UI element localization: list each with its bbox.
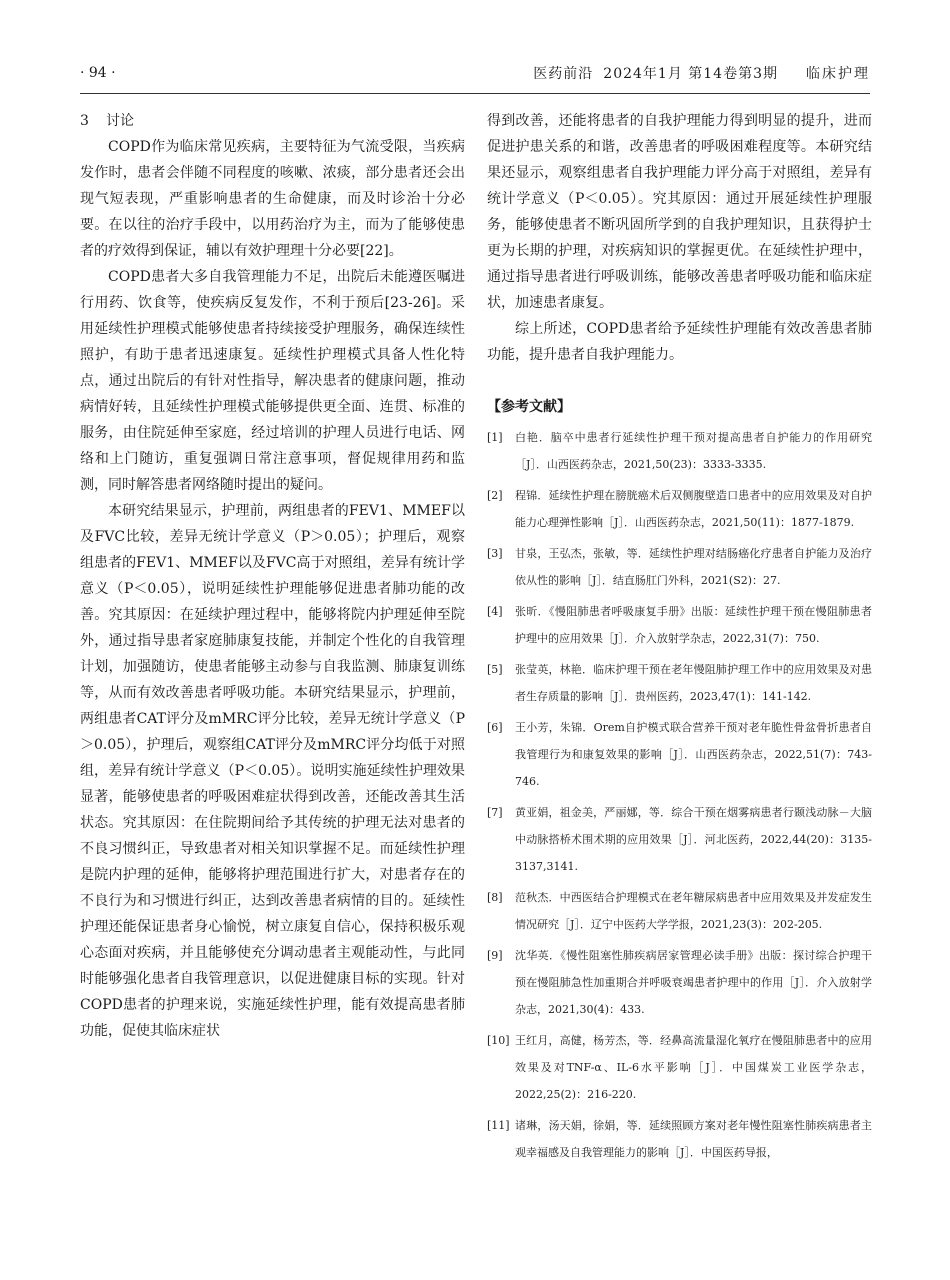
reference-number: [4]: [487, 605, 503, 618]
reference-item: [487, 1112, 872, 1166]
reference-text: 甘泉，王弘杰，张敏，等．延续性护理对结肠癌化疗患者自护能力及治疗依从性的影响［J］．结直肠肛门外科，2021(S2)：27.: [515, 547, 872, 587]
left-column: [80, 108, 465, 1044]
reference-number: [1]: [487, 431, 503, 444]
reference-number: [2]: [487, 489, 503, 502]
paragraph: 综上所述，COPD患者给予延续性护理能有效改善患者肺功能，提升患者自我护理能力。: [487, 321, 872, 363]
right-column: [487, 108, 872, 1166]
reference-item: [487, 942, 872, 1023]
section-title: 讨论: [106, 113, 134, 129]
reference-item: [487, 1027, 872, 1108]
page-header: [80, 62, 870, 84]
reference-number: [7]: [487, 806, 503, 819]
reference-item: [487, 424, 872, 478]
reference-number: [3]: [487, 547, 503, 560]
reference-item: [487, 540, 872, 594]
paragraph: 得到改善，还能将患者的自我护理能力得到明显的提升，进而促进护患关系的和谐，改善患者的呼吸困难程度等。本研究结果还显示，观察组患者自我护理能力评分高于对照组，差异有统计学意义（P＜0.05）。究其原因：通过开展延续性护理服务，能够使患者不断巩固所学到的自我护理知识，且获得护士更为长期的护理，对疾病知识的掌握更优。在延续性护理中，通过指导患者进行呼吸训练，能够改善患者呼吸功能和临床症状，加速患者康复。: [487, 113, 872, 311]
column-name: 临床护理: [806, 66, 870, 82]
reference-item: [487, 714, 872, 795]
section-number: 3: [80, 113, 89, 129]
paragraph: COPD患者大多自我管理能力不足，出院后未能遵医嘱进行用药、饮食等，使疾病反复发作，不利于预后[23-26]。采用延续性护理模式能够使患者持续接受护理服务，确保连续性照护，有助于患者迅速康复。延续性护理模式具备人性化特点，通过出院后的有针对性指导，解决患者的健康问题，推动病情好转，且延续性护理模式能够提供更全面、连贯、标准的服务，由住院延伸至家庭，经过培训的护理人员进行电话、网络和上门随访，重复强调日常注意事项，督促规律用药和监测，同时解答患者网络随时提出的疑问。: [80, 269, 465, 493]
reference-text: 张莹英，林艳．临床护理干预在老年慢阻肺护理工作中的应用效果及对患者生存质量的影响［J］．贵州医药，2023,47(1)：141-142.: [515, 663, 872, 703]
paragraph: 本研究结果显示，护理前，两组患者的FEV1、MMEF以及FVC比较，差异无统计学意义（P＞0.05）；护理后，观察组患者的FEV1、MMEF以及FVC高于对照组，差异有统计学意义（P＜0.05），说明延续性护理能够促进患者肺功能的改善。究其原因：在延续护理过程中，能够将院内护理延伸至院外，通过指导患者家庭肺康复技能，并制定个性化的自我管理计划，加强随访，使患者能够主动参与自我监测、肺康复训练等，从而有效改善患者呼吸功能。本研究结果显示，护理前，两组患者CAT评分及mMRC评分比较，差异无统计学意义（P＞0.05），护理后，观察组CAT评分及mMRC评分均低于对照组，差异有统计学意义（P＜0.05）。说明实施延续性护理效果显著，能够使患者的呼吸困难症状得到改善，还能改善其生活状态。究其原因：在住院期间给予其传统的护理无法对患者的不良习惯纠正，导致患者对相关知识掌握不足。而延续性护理是院内护理的延伸，能够将护理范围进行扩大，对患者存在的不良行为和习惯进行纠正，达到改善患者病情的目的。延续性护理还能保证患者身心愉悦，树立康复自信心，保持积极乐观心态面对疾病，并且能够使充分调动患者主观能动性，与此同时能够强化患者自我管理意识，以促进健康目标的实现。针对COPD患者的护理来说，实施延续性护理，能有效提高患者肺功能，促使其临床症状: [80, 503, 465, 1039]
journal-issue: 2024年1月 第14卷第3期: [603, 66, 778, 82]
reference-text: 程锦．延续性护理在膀胱癌术后双侧腹壁造口患者中的应用效果及对自护能力心理弹性影响［J］．山西医药杂志，2021,50(11)：1877-1879.: [515, 489, 872, 529]
reference-text: 沈华英．《慢性阻塞性肺疾病居家管理必读手册》出版：探讨综合护理干预在慢阻肺急性加重期合并呼吸衰竭患者护理中的作用［J］．介入放射学杂志，2021,30(4)：433.: [515, 949, 872, 1016]
reference-number: [6]: [487, 721, 503, 734]
reference-number: [11]: [487, 1119, 510, 1132]
reference-number: [8]: [487, 891, 503, 904]
page-number: · 94 ·: [80, 65, 116, 81]
reference-item: [487, 598, 872, 652]
reference-text: 白艳．脑卒中患者行延续性护理干预对提高患者自护能力的作用研究［J］．山西医药杂志，2021,50(23)：3333-3335.: [515, 431, 872, 471]
reference-item: [487, 799, 872, 880]
reference-text: 诸琳，汤天娟，徐娟，等．延续照顾方案对老年慢性阻塞性肺疾病患者主观幸福感及自我管理能力的影响［J］．中国医药导报，: [515, 1119, 872, 1159]
reference-text: 王小芳，朱锦．Orem自护模式联合营养干预对老年脆性骨盆骨折患者自我管理行为和康复效果的影响［J］．山西医药杂志，2022,51(7)：743-746.: [515, 721, 872, 788]
reference-text: 黄亚娟，祖金美，严丽娜，等．综合干预在烟雾病患者行颞浅动脉－大脑中动脉搭桥术围术期的应用效果［J］．河北医药，2022,44(20)：3135-3137,3141.: [515, 806, 872, 873]
references-heading: 【参考文献】: [487, 399, 571, 415]
header-rule: [80, 93, 870, 94]
journal-name: 医药前沿: [533, 66, 594, 82]
reference-item: [487, 884, 872, 938]
section-heading: [80, 108, 465, 134]
journal-info: [533, 63, 870, 83]
reference-list: [487, 424, 872, 1166]
paragraph: COPD作为临床常见疾病，主要特征为气流受限，当疾病发作时，患者会伴随不同程度的咳嗽、浓痰，部分患者还会出现气短表现，严重影响患者的生命健康，而及时诊治十分必要。在以往的治疗手段中，以用药治疗为主，而为了能够使患者的疗效得到保证，辅以有效护理理十分必要[22]。: [80, 139, 465, 259]
reference-number: [9]: [487, 949, 503, 962]
reference-item: [487, 656, 872, 710]
reference-number: [10]: [487, 1034, 510, 1047]
reference-number: [5]: [487, 663, 503, 676]
reference-text: 王红月，高健，杨芳杰，等．经鼻高流量湿化氧疗在慢阻肺患者中的应用效果及对TNF-α、IL-6水平影响［J］．中国煤炭工业医学杂志，2022,25(2)：216-220.: [515, 1034, 872, 1101]
reference-text: 范秋杰．中西医结合护理模式在老年糖尿病患者中应用效果及并发症发生情况研究［J］．辽宁中医药大学学报，2021,23(3)：202-205.: [515, 891, 872, 931]
reference-item: [487, 482, 872, 536]
reference-text: 张昕．《慢阻肺患者呼吸康复手册》出版：延续性护理干预在慢阻肺患者护理中的应用效果［J］．介入放射学杂志，2022,31(7)：750.: [515, 605, 872, 645]
